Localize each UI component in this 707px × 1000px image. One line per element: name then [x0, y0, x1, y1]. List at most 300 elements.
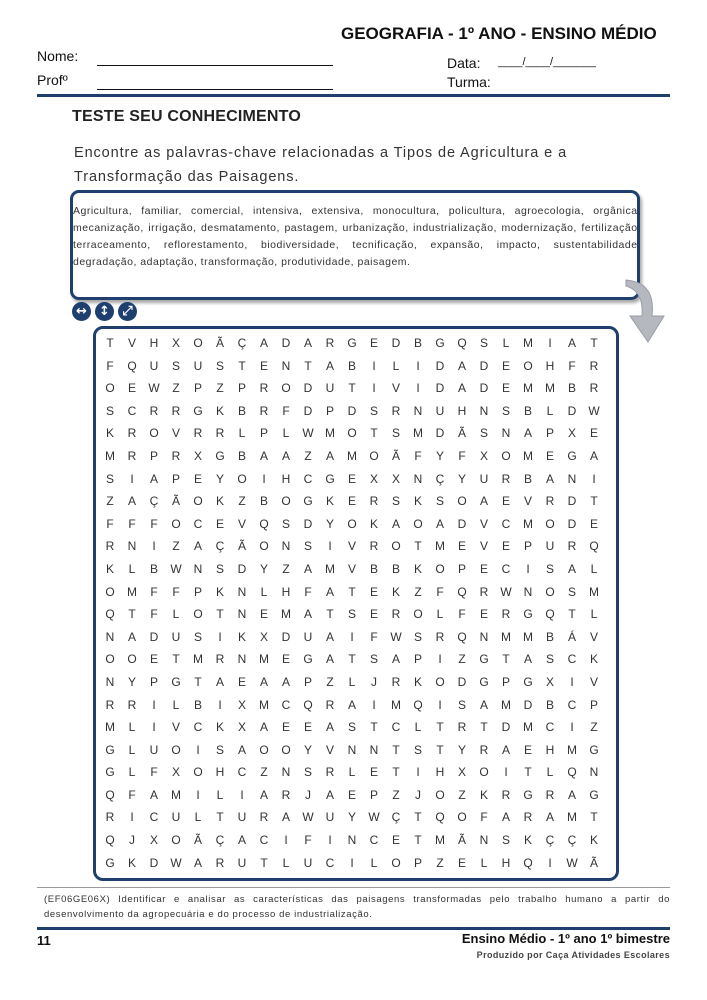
grid-letter[interactable]: L: [216, 787, 224, 802]
grid-letter[interactable]: M: [325, 426, 335, 441]
grid-letter[interactable]: O: [457, 810, 467, 825]
grid-letter[interactable]: I: [152, 539, 156, 554]
grid-letter[interactable]: R: [589, 358, 599, 373]
grid-letter[interactable]: S: [545, 561, 554, 576]
grid-letter[interactable]: U: [237, 855, 247, 870]
grid-letter[interactable]: M: [105, 720, 115, 735]
grid-letter[interactable]: V: [523, 494, 532, 509]
grid-letter[interactable]: F: [172, 584, 180, 599]
grid-letter[interactable]: Q: [545, 607, 555, 622]
grid-letter[interactable]: O: [545, 584, 555, 599]
grid-letter[interactable]: A: [501, 742, 510, 757]
grid-letter[interactable]: [319, 874, 341, 881]
grid-letter[interactable]: R: [479, 584, 489, 599]
grid-letter[interactable]: Z: [458, 787, 466, 802]
grid-letter[interactable]: P: [325, 403, 334, 418]
grid-letter[interactable]: X: [171, 336, 180, 350]
grid-letter[interactable]: V: [479, 516, 488, 531]
grid-letter[interactable]: Z: [326, 674, 334, 689]
grid-letter[interactable]: T: [348, 584, 356, 599]
grid-letter[interactable]: G: [567, 448, 577, 463]
grid-letter[interactable]: N: [413, 471, 423, 486]
grid-letter[interactable]: S: [215, 561, 224, 576]
grid-letter[interactable]: O: [391, 539, 401, 554]
grid-letter[interactable]: P: [413, 652, 422, 667]
grid-letter[interactable]: N: [567, 471, 577, 486]
grid-letter[interactable]: K: [237, 629, 246, 644]
grid-letter[interactable]: T: [128, 607, 136, 622]
grid-letter[interactable]: A: [457, 381, 466, 396]
grid-letter[interactable]: Ç: [149, 494, 159, 509]
grid-letter[interactable]: Ã: [457, 833, 466, 848]
grid-letter[interactable]: Q: [457, 629, 467, 644]
grid-letter[interactable]: G: [105, 855, 115, 870]
grid-letter[interactable]: L: [128, 765, 136, 780]
grid-letter[interactable]: D: [523, 697, 533, 712]
grid-letter[interactable]: [473, 874, 495, 881]
grid-letter[interactable]: N: [501, 426, 511, 441]
grid-letter[interactable]: R: [567, 539, 577, 554]
grid-letter[interactable]: N: [237, 652, 247, 667]
grid-letter[interactable]: A: [479, 494, 488, 509]
grid-letter[interactable]: T: [216, 810, 224, 825]
grid-letter[interactable]: N: [193, 561, 203, 576]
grid-letter[interactable]: A: [281, 448, 290, 463]
grid-letter[interactable]: C: [391, 720, 401, 735]
grid-letter[interactable]: D: [391, 336, 401, 350]
grid-letter[interactable]: E: [369, 584, 378, 599]
grid-letter[interactable]: E: [523, 742, 532, 757]
grid-letter[interactable]: O: [193, 494, 203, 509]
grid-letter[interactable]: A: [259, 448, 268, 463]
grid-letter[interactable]: N: [281, 358, 291, 373]
grid-letter[interactable]: S: [171, 358, 180, 373]
grid-letter[interactable]: I: [438, 652, 442, 667]
grid-letter[interactable]: M: [567, 810, 577, 825]
grid-letter[interactable]: E: [193, 471, 202, 486]
grid-letter[interactable]: I: [416, 381, 420, 396]
grid-letter[interactable]: Z: [216, 381, 224, 396]
grid-letter[interactable]: Z: [172, 539, 180, 554]
grid-letter[interactable]: O: [413, 516, 423, 531]
grid-letter[interactable]: T: [414, 810, 422, 825]
grid-letter[interactable]: R: [369, 539, 379, 554]
date-field[interactable]: ____/____/_______: [498, 56, 596, 68]
grid-letter[interactable]: E: [149, 652, 158, 667]
grid-letter[interactable]: J: [129, 833, 135, 848]
grid-letter[interactable]: M: [193, 652, 203, 667]
grid-letter[interactable]: G: [303, 494, 313, 509]
grid-letter[interactable]: K: [215, 584, 224, 599]
grid-letter[interactable]: D: [149, 855, 159, 870]
grid-letter[interactable]: A: [325, 448, 334, 463]
grid-letter[interactable]: M: [523, 629, 533, 644]
grid-letter[interactable]: C: [303, 471, 313, 486]
grid-letter[interactable]: O: [281, 742, 291, 757]
grid-letter[interactable]: F: [150, 516, 158, 531]
grid-letter[interactable]: R: [325, 765, 335, 780]
grid-letter[interactable]: E: [479, 561, 488, 576]
grid-letter[interactable]: M: [259, 652, 269, 667]
grid-letter[interactable]: N: [523, 584, 533, 599]
grid-letter[interactable]: P: [149, 448, 158, 463]
grid-letter[interactable]: V: [589, 629, 598, 644]
grid-letter[interactable]: R: [325, 336, 335, 350]
grid-letter[interactable]: Q: [435, 810, 445, 825]
grid-letter[interactable]: E: [281, 652, 290, 667]
grid-letter[interactable]: B: [369, 561, 378, 576]
grid-letter[interactable]: E: [369, 765, 378, 780]
grid-letter[interactable]: U: [149, 358, 159, 373]
grid-letter[interactable]: A: [127, 629, 136, 644]
grid-letter[interactable]: F: [480, 810, 488, 825]
grid-letter[interactable]: Ç: [435, 471, 445, 486]
grid-letter[interactable]: Z: [106, 494, 114, 509]
grid-letter[interactable]: [385, 874, 407, 881]
grid-letter[interactable]: I: [504, 765, 508, 780]
grid-letter[interactable]: C: [501, 561, 511, 576]
grid-letter[interactable]: Ã: [391, 448, 400, 463]
grid-letter[interactable]: Z: [436, 855, 444, 870]
grid-letter[interactable]: J: [371, 674, 377, 689]
grid-letter[interactable]: L: [282, 855, 290, 870]
grid-letter[interactable]: R: [171, 403, 181, 418]
grid-letter[interactable]: I: [372, 697, 376, 712]
grid-letter[interactable]: D: [567, 494, 577, 509]
grid-letter[interactable]: A: [523, 652, 532, 667]
grid-letter[interactable]: G: [435, 336, 445, 350]
grid-letter[interactable]: I: [372, 381, 376, 396]
grid-letter[interactable]: A: [325, 584, 334, 599]
grid-letter[interactable]: O: [281, 494, 291, 509]
grid-letter[interactable]: Q: [105, 833, 115, 848]
grid-letter[interactable]: I: [350, 629, 354, 644]
grid-letter[interactable]: B: [391, 561, 400, 576]
grid-letter[interactable]: T: [436, 720, 444, 735]
grid-letter[interactable]: A: [325, 629, 334, 644]
grid-letter[interactable]: Q: [105, 787, 115, 802]
grid-letter[interactable]: P: [501, 674, 510, 689]
grid-letter[interactable]: U: [435, 403, 445, 418]
grid-letter[interactable]: K: [589, 652, 598, 667]
grid-letter[interactable]: I: [218, 629, 222, 644]
grid-letter[interactable]: C: [237, 765, 247, 780]
grid-letter[interactable]: M: [523, 448, 533, 463]
grid-letter[interactable]: S: [105, 471, 114, 486]
grid-letter[interactable]: G: [347, 336, 357, 350]
grid-letter[interactable]: V: [347, 561, 356, 576]
grid-letter[interactable]: Ç: [215, 833, 225, 848]
grid-letter[interactable]: A: [391, 652, 400, 667]
grid-letter[interactable]: T: [480, 720, 488, 735]
grid-letter[interactable]: P: [523, 539, 532, 554]
grid-letter[interactable]: E: [589, 426, 598, 441]
grid-letter[interactable]: F: [436, 584, 444, 599]
grid-letter[interactable]: Q: [589, 539, 599, 554]
grid-letter[interactable]: O: [105, 584, 115, 599]
grid-letter[interactable]: S: [545, 652, 554, 667]
grid-letter[interactable]: P: [149, 674, 158, 689]
grid-letter[interactable]: I: [152, 720, 156, 735]
grid-letter[interactable]: F: [150, 584, 158, 599]
grid-letter[interactable]: M: [391, 697, 401, 712]
grid-letter[interactable]: K: [413, 674, 422, 689]
grid-letter[interactable]: C: [369, 833, 379, 848]
grid-letter[interactable]: R: [127, 426, 137, 441]
grid-letter[interactable]: U: [193, 358, 203, 373]
grid-letter[interactable]: Z: [590, 720, 598, 735]
grid-letter[interactable]: K: [391, 584, 400, 599]
grid-letter[interactable]: E: [237, 674, 246, 689]
grid-letter[interactable]: B: [523, 403, 532, 418]
grid-letter[interactable]: N: [237, 607, 247, 622]
grid-letter[interactable]: A: [259, 336, 268, 350]
grid-letter[interactable]: Ã: [215, 336, 224, 350]
grid-letter[interactable]: V: [479, 539, 488, 554]
grid-letter[interactable]: F: [106, 516, 114, 531]
grid-letter[interactable]: M: [171, 787, 181, 802]
grid-letter[interactable]: Q: [127, 358, 137, 373]
grid-letter[interactable]: D: [435, 381, 445, 396]
grid-letter[interactable]: A: [545, 471, 554, 486]
grid-letter[interactable]: I: [196, 742, 200, 757]
grid-letter[interactable]: O: [281, 381, 291, 396]
grid-letter[interactable]: H: [545, 358, 555, 373]
grid-letter[interactable]: E: [369, 607, 378, 622]
grid-letter[interactable]: D: [281, 336, 291, 350]
grid-letter[interactable]: [583, 874, 605, 881]
grid-letter[interactable]: D: [435, 358, 445, 373]
grid-letter[interactable]: L: [128, 742, 136, 757]
grid-letter[interactable]: S: [369, 403, 378, 418]
grid-letter[interactable]: A: [479, 697, 488, 712]
grid-letter[interactable]: Y: [457, 742, 466, 757]
grid-letter[interactable]: Q: [457, 584, 467, 599]
grid-letter[interactable]: A: [457, 358, 466, 373]
grid-letter[interactable]: T: [326, 607, 334, 622]
grid-letter[interactable]: O: [435, 561, 445, 576]
grid-letter[interactable]: M: [413, 426, 423, 441]
grid-letter[interactable]: S: [193, 629, 202, 644]
grid-letter[interactable]: R: [259, 810, 269, 825]
grid-letter[interactable]: D: [479, 381, 489, 396]
grid-letter[interactable]: N: [479, 833, 489, 848]
grid-letter[interactable]: T: [194, 674, 202, 689]
grid-letter[interactable]: I: [328, 833, 332, 848]
grid-letter[interactable]: M: [523, 336, 533, 350]
grid-letter[interactable]: X: [479, 448, 488, 463]
grid-letter[interactable]: E: [347, 494, 356, 509]
grid-letter[interactable]: X: [567, 426, 576, 441]
grid-letter[interactable]: Z: [392, 787, 400, 802]
grid-letter[interactable]: B: [545, 629, 554, 644]
grid-letter[interactable]: Ç: [391, 810, 401, 825]
grid-letter[interactable]: Y: [325, 516, 334, 531]
grid-letter[interactable]: B: [347, 358, 356, 373]
grid-letter[interactable]: L: [392, 358, 400, 373]
grid-letter[interactable]: G: [105, 742, 115, 757]
grid-letter[interactable]: R: [259, 381, 269, 396]
grid-letter[interactable]: S: [347, 607, 356, 622]
grid-letter[interactable]: L: [238, 426, 246, 441]
grid-letter[interactable]: K: [413, 494, 422, 509]
grid-letter[interactable]: Q: [523, 855, 533, 870]
teacher-field[interactable]: [97, 89, 333, 90]
grid-letter[interactable]: L: [128, 561, 136, 576]
grid-letter[interactable]: S: [479, 426, 488, 441]
grid-letter[interactable]: I: [196, 787, 200, 802]
grid-letter[interactable]: [517, 874, 539, 881]
grid-letter[interactable]: E: [347, 471, 356, 486]
grid-letter[interactable]: L: [282, 426, 290, 441]
grid-letter[interactable]: T: [502, 652, 510, 667]
grid-letter[interactable]: W: [566, 855, 578, 870]
grid-letter[interactable]: O: [171, 742, 181, 757]
grid-letter[interactable]: S: [501, 403, 510, 418]
grid-letter[interactable]: E: [501, 494, 510, 509]
grid-letter[interactable]: W: [368, 810, 380, 825]
grid-letter[interactable]: O: [259, 539, 269, 554]
grid-letter[interactable]: H: [545, 742, 555, 757]
grid-letter[interactable]: Y: [347, 810, 356, 825]
grid-letter[interactable]: [165, 874, 187, 881]
grid-letter[interactable]: L: [172, 607, 180, 622]
grid-letter[interactable]: F: [304, 833, 312, 848]
grid-letter[interactable]: O: [149, 426, 159, 441]
grid-letter[interactable]: D: [567, 516, 577, 531]
grid-letter[interactable]: V: [391, 381, 400, 396]
grid-letter[interactable]: U: [149, 742, 159, 757]
grid-letter[interactable]: L: [348, 674, 356, 689]
grid-letter[interactable]: I: [416, 765, 420, 780]
grid-letter[interactable]: A: [149, 471, 158, 486]
grid-letter[interactable]: O: [127, 652, 137, 667]
grid-letter[interactable]: G: [523, 787, 533, 802]
grid-letter[interactable]: P: [171, 471, 180, 486]
grid-letter[interactable]: X: [193, 448, 202, 463]
grid-letter[interactable]: Ç: [237, 336, 247, 350]
grid-letter[interactable]: X: [237, 697, 246, 712]
grid-letter[interactable]: B: [567, 381, 576, 396]
grid-letter[interactable]: K: [369, 516, 378, 531]
grid-letter[interactable]: D: [457, 674, 467, 689]
grid-letter[interactable]: Z: [304, 448, 312, 463]
grid-letter[interactable]: S: [303, 539, 312, 554]
grid-letter[interactable]: S: [215, 358, 224, 373]
grid-letter[interactable]: B: [259, 494, 268, 509]
grid-letter[interactable]: K: [215, 720, 224, 735]
grid-letter[interactable]: H: [457, 403, 467, 418]
grid-letter[interactable]: T: [590, 494, 598, 509]
grid-letter[interactable]: E: [457, 539, 466, 554]
grid-letter[interactable]: I: [284, 833, 288, 848]
grid-letter[interactable]: Y: [259, 561, 268, 576]
grid-letter[interactable]: T: [568, 607, 576, 622]
grid-letter[interactable]: P: [259, 426, 268, 441]
grid-letter[interactable]: H: [281, 584, 291, 599]
grid-letter[interactable]: Q: [413, 697, 423, 712]
grid-letter[interactable]: P: [413, 855, 422, 870]
grid-letter[interactable]: S: [281, 516, 290, 531]
grid-letter[interactable]: A: [347, 697, 356, 712]
grid-letter[interactable]: I: [548, 855, 552, 870]
grid-letter[interactable]: D: [303, 381, 313, 396]
grid-letter[interactable]: D: [479, 358, 489, 373]
grid-letter[interactable]: T: [348, 652, 356, 667]
grid-letter[interactable]: F: [150, 607, 158, 622]
grid-letter[interactable]: T: [370, 720, 378, 735]
grid-letter[interactable]: X: [391, 471, 400, 486]
grid-letter[interactable]: M: [501, 697, 511, 712]
grid-letter[interactable]: R: [105, 810, 115, 825]
grid-letter[interactable]: R: [435, 629, 445, 644]
grid-letter[interactable]: D: [435, 426, 445, 441]
grid-letter[interactable]: U: [303, 629, 313, 644]
grid-letter[interactable]: G: [479, 652, 489, 667]
grid-letter[interactable]: K: [127, 855, 136, 870]
grid-letter[interactable]: T: [370, 426, 378, 441]
grid-letter[interactable]: R: [589, 381, 599, 396]
grid-letter[interactable]: [275, 874, 297, 881]
grid-letter[interactable]: R: [215, 855, 225, 870]
grid-letter[interactable]: Z: [260, 765, 268, 780]
grid-letter[interactable]: V: [171, 426, 180, 441]
grid-letter[interactable]: A: [237, 742, 246, 757]
grid-letter[interactable]: O: [259, 742, 269, 757]
grid-letter[interactable]: I: [526, 561, 530, 576]
grid-letter[interactable]: V: [127, 336, 136, 350]
grid-letter[interactable]: [143, 874, 165, 881]
grid-letter[interactable]: [187, 874, 209, 881]
grid-letter[interactable]: I: [570, 720, 574, 735]
grid-letter[interactable]: L: [480, 855, 488, 870]
grid-letter[interactable]: T: [524, 765, 532, 780]
grid-letter[interactable]: O: [171, 833, 181, 848]
grid-letter[interactable]: O: [171, 516, 181, 531]
grid-letter[interactable]: A: [523, 426, 532, 441]
grid-letter[interactable]: Á: [567, 629, 576, 644]
grid-letter[interactable]: S: [413, 742, 422, 757]
grid-letter[interactable]: C: [501, 516, 511, 531]
grid-letter[interactable]: D: [281, 629, 291, 644]
grid-letter[interactable]: R: [391, 674, 401, 689]
grid-letter[interactable]: P: [369, 787, 378, 802]
grid-letter[interactable]: E: [545, 448, 554, 463]
grid-letter[interactable]: N: [105, 629, 115, 644]
grid-letter[interactable]: I: [592, 471, 596, 486]
grid-letter[interactable]: Ã: [457, 426, 466, 441]
grid-letter[interactable]: A: [303, 336, 312, 350]
grid-letter[interactable]: G: [325, 471, 335, 486]
grid-letter[interactable]: M: [589, 584, 599, 599]
grid-letter[interactable]: T: [260, 855, 268, 870]
grid-letter[interactable]: R: [281, 787, 291, 802]
grid-letter[interactable]: I: [240, 787, 244, 802]
grid-letter[interactable]: S: [105, 403, 114, 418]
grid-letter[interactable]: L: [260, 584, 268, 599]
grid-letter[interactable]: S: [501, 833, 510, 848]
grid-letter[interactable]: A: [391, 516, 400, 531]
grid-letter[interactable]: K: [523, 833, 532, 848]
grid-letter[interactable]: E: [501, 539, 510, 554]
grid-letter[interactable]: [121, 874, 143, 881]
grid-letter[interactable]: A: [193, 855, 202, 870]
grid-letter[interactable]: [341, 874, 363, 881]
grid-letter[interactable]: R: [457, 720, 467, 735]
grid-letter[interactable]: I: [548, 336, 552, 350]
grid-letter[interactable]: M: [281, 607, 291, 622]
grid-letter[interactable]: T: [590, 810, 598, 825]
